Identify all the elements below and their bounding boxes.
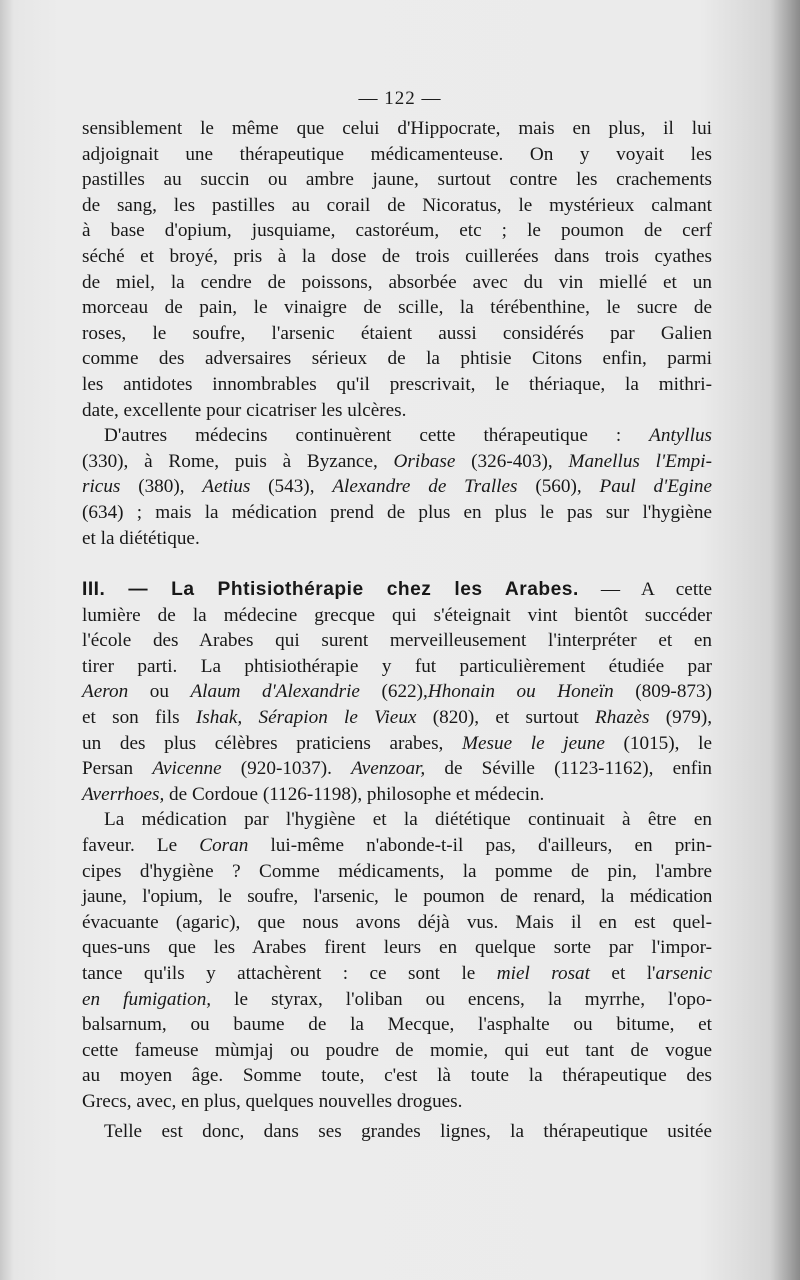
page-number: — 122 — — [358, 88, 442, 109]
text-line: Telle est donc, dans ses grandes lignes, la thérapeutique usitée — [104, 1120, 712, 1142]
text-line: faveur. Le Coran lui-même n'abonde-t-il pas, d'ailleurs, en prin- — [82, 835, 712, 857]
text-line: cette fameuse mùmjaj ou poudre de momie, qui eut tant de vogue — [82, 1039, 712, 1061]
text-line: séché et broyé, pris à la dose de trois cuillerées dans trois cyathes — [82, 245, 712, 267]
section-heading: III. — La Phtisiothérapie chez les Arabes. — [82, 579, 579, 601]
text-line: jaune, l'opium, le soufre, l'arsenic, le poumon de renard, la médication — [82, 886, 712, 908]
text-line: tirer parti. La phtisiothérapie y fut particulièrement étudiée par — [82, 655, 712, 677]
text-line: adjoignait une thérapeutique médicamenteuse. On y voyait les — [82, 143, 712, 165]
paragraph-2 — [82, 423, 712, 551]
text-line: à base d'opium, jusquiame, castoréum, etc ; le poumon de cerf — [82, 220, 712, 242]
text-line: (330), à Rome, puis à Byzance, Oribase (326-403), Manellus l'Empi- — [82, 450, 712, 472]
text-line: évacuante (agaric), que nous avons déjà vus. Mais il en est quel- — [82, 911, 712, 933]
text-line: l'école des Arabes qui surent merveilleusement l'interpréter et en — [82, 630, 712, 652]
text-line: un des plus célèbres praticiens arabes, Mesue le jeune (1015), le — [82, 732, 712, 754]
text-line: La médication par l'hygiène et la diététique continuait à être en — [104, 809, 712, 831]
text-line: de sang, les pastilles au corail de Nicoratus, le mystérieux calmant — [82, 194, 712, 216]
text-line: balsarnum, ou baume de la Mecque, l'asphalte ou bitume, et — [82, 1014, 712, 1036]
text-line: de miel, la cendre de poissons, absorbée avec du vin miellé et un — [82, 271, 712, 293]
text-line: comme des adversaires sérieux de la phtisie Citons enfin, parmi — [82, 348, 712, 370]
text-line: ricus (380), Aetius (543), Alexandre de Tralles (560), Paul d'Egine — [82, 476, 712, 498]
paragraph-1 — [82, 116, 712, 423]
text-line: Grecs, avec, en plus, quelques nouvelles drogues. — [82, 1090, 463, 1112]
text-line: Averrhoes, de Cordoue (1126-1198), philosophe et médecin. — [82, 783, 545, 805]
text-line: et son fils Ishak, Sérapion le Vieux (820), et surtout Rhazès (979), — [82, 707, 713, 729]
text-line: D'autres médecins continuèrent cette thérapeutique : Antyllus — [104, 425, 713, 447]
body-text — [82, 116, 712, 1144]
text-line: en fumigation, le styrax, l'oliban ou encens, la myrrhe, l'opo- — [82, 988, 713, 1010]
text-line: au moyen âge. Somme toute, c'est là toute la thérapeutique des — [82, 1065, 712, 1087]
text-line: tance qu'ils y attachèrent : ce sont le miel rosat et l'arsenic — [82, 963, 713, 984]
text-line: sensiblement le même que celui d'Hippocrate, mais en plus, il lui — [82, 118, 712, 139]
text-line: Aeron ou Alaum d'Alexandrie (622),Hhonain ou Honeïn (809-873) — [82, 681, 712, 703]
text-line: et la diététique. — [82, 527, 200, 549]
text-line: ques-uns que les Arabes firent leurs en quelque sorte par l'impor- — [82, 937, 712, 959]
paragraph-4 — [82, 807, 712, 1114]
paragraph-5 — [82, 1119, 712, 1145]
text-line: cipes d'hygiène ? Comme médicaments, la pomme de pin, l'ambre — [82, 860, 712, 882]
text-line: Persan Avicenne (920-1037). Avenzoar, de Séville (1123-1162), enfin — [82, 758, 713, 780]
text-line: roses, le soufre, l'arsenic étaient aussi considérés par Galien — [82, 322, 712, 344]
text-line: pastilles au succin ou ambre jaune, surtout contre les crachements — [82, 169, 712, 191]
text-line: date, excellente pour cicatriser les ulcères. — [82, 399, 407, 421]
text-line: (634) ; mais la médication prend de plus en plus le pas sur l'hygiène — [82, 501, 712, 523]
text-line: lumière de la médecine grecque qui s'éteignait vint bientôt succéder — [82, 604, 712, 626]
text-line: morceau de pain, le vinaigre de scille, la térébenthine, le sucre de — [82, 297, 712, 319]
text-line: les antidotes innombrables qu'il prescrivait, le thériaque, la mithri- — [82, 373, 712, 395]
paragraph-3 — [82, 577, 712, 807]
text-line: III. — La Phtisiothérapie chez les Arabes. — A cette — [82, 579, 712, 601]
